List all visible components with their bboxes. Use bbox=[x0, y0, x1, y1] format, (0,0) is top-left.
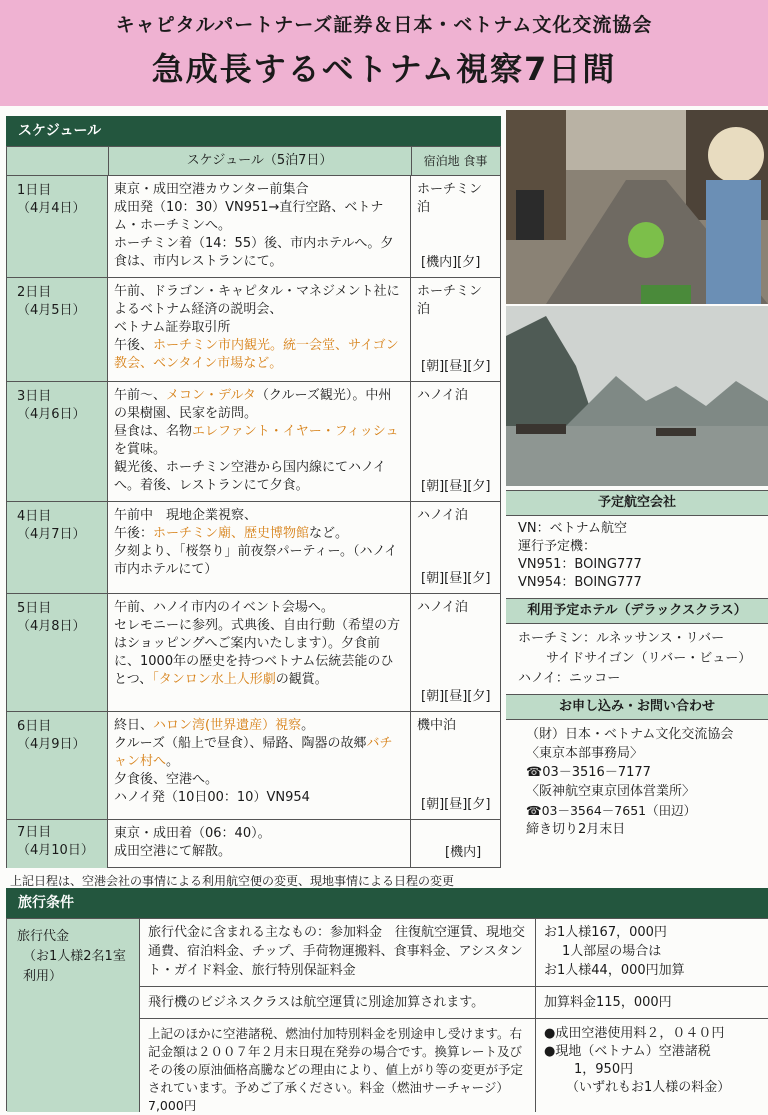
day-label: 3日目 bbox=[17, 389, 52, 404]
desc-line: 夕刻より、「桜祭り」前夜祭パーティー。（ハノイ市内ホテルにて） bbox=[114, 544, 398, 577]
stay-cell bbox=[411, 594, 500, 712]
fee-line: （いずれもお1人様の料金） bbox=[566, 1080, 731, 1095]
day-date: （4月9日） bbox=[17, 737, 86, 752]
airline-line: 運行予定機： bbox=[518, 539, 597, 554]
hotel-line: ハノイ：ニッコー bbox=[518, 671, 621, 686]
contact-info bbox=[506, 694, 768, 844]
highlight-text: ホーチミン市内観光。統一会堂、サイゴン教会、ベンタイン市場など。 bbox=[114, 338, 399, 371]
schedule-note: 上記日程は、空港会社の事情による利用航空便の変更、現地事情による日程の変更 bbox=[10, 874, 455, 888]
airline-header: 予定航空会社 bbox=[506, 490, 768, 516]
organizer-title: キャピタルパートナーズ証券＆日本・ベトナム文化交流協会 bbox=[115, 14, 653, 36]
stay-place: ホーチミン泊 bbox=[417, 182, 483, 215]
airline-info bbox=[506, 490, 768, 600]
desc-text: を賞味。 bbox=[114, 442, 167, 457]
stay-cell bbox=[411, 382, 500, 502]
contact-phone: ☎03－3516－7177 bbox=[526, 765, 651, 780]
desc-line: 成田発（10：30）VN951→直行空路、ベトナム・ホーチミンへ。 bbox=[114, 200, 384, 233]
halong-bay-photo bbox=[506, 306, 768, 486]
price-main: お1人様167，000円 bbox=[544, 925, 667, 940]
day-cell bbox=[7, 176, 108, 278]
meals: [機内][夕] bbox=[421, 255, 481, 270]
desc-text: の観賞。 bbox=[275, 672, 328, 687]
contact-branch: 〈阪神航空東京団体営業所〉 bbox=[526, 784, 696, 799]
highlight-text: 「タンロン水上人形劇 bbox=[152, 672, 276, 687]
day-date: （4月4日） bbox=[17, 201, 86, 216]
stay-cell bbox=[411, 712, 500, 820]
price-label-note: （お1人様2名1室利用） bbox=[23, 949, 126, 984]
day-cell bbox=[7, 382, 108, 502]
price-cell bbox=[536, 919, 768, 987]
stay-place: ハノイ泊 bbox=[417, 600, 468, 615]
day-cell bbox=[7, 712, 108, 820]
day-label: 6日目 bbox=[17, 719, 52, 734]
desc-line: 夕食後、空港へ。 bbox=[114, 772, 219, 787]
stay-place: 機中泊 bbox=[417, 718, 457, 733]
meals: [朝][昼][夕] bbox=[421, 571, 491, 586]
price-label-cell bbox=[7, 919, 140, 1112]
day-label: 1日目 bbox=[17, 183, 52, 198]
desc-line: 午前、ドラゴン・キャピタル・マネジメント社によるベトナム経済の説明会、 bbox=[114, 284, 400, 317]
contact-phone: ☎03－3564－7651（田辺） bbox=[526, 803, 697, 818]
conditions-section-header: 旅行条件 bbox=[6, 888, 768, 918]
day-description bbox=[108, 594, 411, 712]
fee-line: 1，950円 bbox=[574, 1062, 634, 1077]
desc-text: 午後、 bbox=[114, 338, 154, 353]
stay-cell bbox=[411, 176, 500, 278]
day-label: 7日目 bbox=[17, 825, 52, 840]
deadline: 締き切り2月末日 bbox=[526, 822, 626, 837]
street-scene-photo bbox=[506, 110, 768, 304]
highlight-text: ホーチミン廟、歴史博物館 bbox=[153, 526, 310, 541]
contact-header: お申し込み・お問い合わせ bbox=[506, 694, 768, 720]
stay-cell bbox=[411, 278, 500, 382]
table-row bbox=[7, 277, 500, 382]
airline-line: VN：ベトナム航空 bbox=[518, 521, 627, 536]
table-row bbox=[7, 593, 500, 712]
table-row bbox=[7, 711, 500, 820]
price-label: 旅行代金 bbox=[17, 929, 70, 944]
schedule-section-header: スケジュール bbox=[6, 116, 501, 146]
day-description bbox=[108, 278, 411, 382]
desc-line: 午前中 現地企業視察、 bbox=[114, 508, 258, 523]
day-cell bbox=[7, 820, 108, 868]
hotel-line: ホーチミン：ルネッサンス・リバー bbox=[518, 631, 725, 646]
desc-line: 観光後、ホーチミン空港から国内線にてハノイへ。着後、レストランにて夕食。 bbox=[114, 460, 386, 493]
contact-branch: 〈東京本部事務局〉 bbox=[526, 746, 644, 761]
schedule-table-header bbox=[7, 147, 500, 175]
conditions-table bbox=[6, 918, 768, 1111]
table-row bbox=[7, 175, 500, 278]
day-label: 5日目 bbox=[17, 601, 52, 616]
price-single: お1人様44，000円加算 bbox=[544, 963, 685, 978]
day-description bbox=[108, 176, 411, 278]
stay-cell bbox=[411, 502, 500, 594]
day-date: （4月7日） bbox=[17, 527, 86, 542]
day-label: 2日目 bbox=[17, 285, 52, 300]
desc-text: 昼食は、名物 bbox=[114, 424, 193, 439]
header-day-cell bbox=[7, 147, 109, 175]
day-date: （4月5日） bbox=[17, 303, 86, 318]
desc-text: セレモニーに参列。式典後、自由行動（希望の方はショッピングへご案内いたします）。夕食前に、1000年の歴史を持つベトナム伝統芸能のひとつ、 bbox=[114, 618, 401, 687]
desc-text: 午前～、 bbox=[114, 388, 167, 403]
meals: [朝][昼][夕] bbox=[421, 359, 491, 374]
desc-line: 午前、ハノイ市内のイベント会場へ。 bbox=[114, 600, 334, 615]
table-row bbox=[7, 501, 500, 594]
fees-detail-cell bbox=[536, 1019, 768, 1112]
meals: [朝][昼][夕] bbox=[421, 479, 491, 494]
stay-cell bbox=[411, 820, 500, 868]
hotel-line: サイドサイゴン（リバー・ビュー） bbox=[546, 651, 752, 666]
day-description bbox=[108, 382, 411, 502]
desc-text: 終日、 bbox=[114, 718, 154, 733]
desc-text: 。 bbox=[166, 754, 180, 769]
day-label: 4日目 bbox=[17, 509, 52, 524]
meals: [朝][昼][夕] bbox=[421, 689, 491, 704]
price-note: 1人部屋の場合は bbox=[562, 944, 662, 959]
day-cell bbox=[7, 502, 108, 594]
included-cell: 旅行代金に含まれる主なもの：参加料金 往復航空運賃、現地交通費、宿泊料金、チップ、手荷物運搬料、食事料金、アシスタント・ガイド料金、旅行特別保証料金 bbox=[140, 919, 536, 987]
airline-line: VN954：BOING777 bbox=[518, 575, 642, 590]
stay-place: ホーチミン泊 bbox=[417, 284, 483, 317]
header-schedule: スケジュール（5泊7日） bbox=[108, 147, 412, 175]
header-stay: 宿泊地 食事 bbox=[423, 154, 488, 168]
fees-cell: 上記のほかに空港諸税、燃油付加特別料金を別途申し受けます。右記金額は２００７年２月末日現在発券の場合です。換算レート及びその後の原油価格高騰などの理由により、値上がり等の変更が予定されています。予めご了承ください。料金（燃油サーチャージ）7,000円 bbox=[140, 1019, 536, 1112]
highlight-text: ハロン湾(世界遺産）視察 bbox=[153, 718, 302, 733]
meals: [朝][昼][夕] bbox=[421, 797, 491, 812]
meals: [機内] bbox=[445, 845, 482, 860]
table-row bbox=[7, 381, 500, 502]
desc-line: 成田空港にて解散。 bbox=[114, 844, 232, 859]
table-row bbox=[7, 819, 500, 868]
stay-place: ハノイ泊 bbox=[417, 388, 468, 403]
hotel-header: 利用予定ホテル（デラックスクラス） bbox=[506, 598, 768, 624]
day-date: （4月10日） bbox=[17, 843, 94, 858]
day-date: （4月6日） bbox=[17, 407, 86, 422]
hotel-info bbox=[506, 598, 768, 694]
fee-line: ●成田空港使用料２，０４０円 bbox=[544, 1026, 725, 1041]
tour-title: 急成長するベトナム視察7日間 bbox=[151, 50, 617, 88]
highlight-text: バチャン村へ bbox=[114, 736, 393, 769]
highlight-text: メコン・デルタ bbox=[166, 388, 256, 403]
day-description bbox=[108, 820, 411, 868]
day-description bbox=[108, 712, 411, 820]
fee-line: ●現地（ベトナム）空港諸税 bbox=[544, 1044, 711, 1059]
schedule-table bbox=[6, 146, 501, 868]
desc-line: 東京・成田空港カウンター前集合 bbox=[114, 182, 309, 197]
desc-text: 午後： bbox=[114, 526, 154, 541]
desc-line: ハノイ発（10日00：10）VN954 bbox=[114, 790, 310, 805]
desc-line: ホーチミン着（14：55）後、市内ホテルへ。夕食は、市内レストランにて。 bbox=[114, 236, 394, 269]
stay-place: ハノイ泊 bbox=[417, 508, 468, 523]
airline-line: VN951：BOING777 bbox=[518, 557, 642, 572]
highlight-text: エレファント・イヤー・フィッシュ bbox=[192, 424, 399, 439]
business-cell: 飛行機のビジネスクラスは航空運賃に別途加算されます。 bbox=[140, 987, 536, 1019]
day-cell bbox=[7, 594, 108, 712]
desc-text: クルーズ（船上で昼食）、帰路、陶器の故郷 bbox=[114, 736, 367, 751]
desc-text: （クルーズ観光）。中州の果樹園、民家を訪問。 bbox=[114, 388, 392, 421]
day-cell bbox=[7, 278, 108, 382]
day-date: （4月8日） bbox=[17, 619, 86, 634]
desc-text: など。 bbox=[309, 526, 349, 541]
contact-org: （財）日本・ベトナム文化交流協会 bbox=[526, 727, 734, 742]
desc-text: 。 bbox=[301, 718, 315, 733]
desc-line: ベトナム証券取引所 bbox=[114, 320, 231, 335]
desc-line: 東京・成田着（06：40）。 bbox=[114, 826, 271, 841]
day-description bbox=[108, 502, 411, 594]
business-price-cell: 加算料金115，000円 bbox=[536, 987, 768, 1019]
